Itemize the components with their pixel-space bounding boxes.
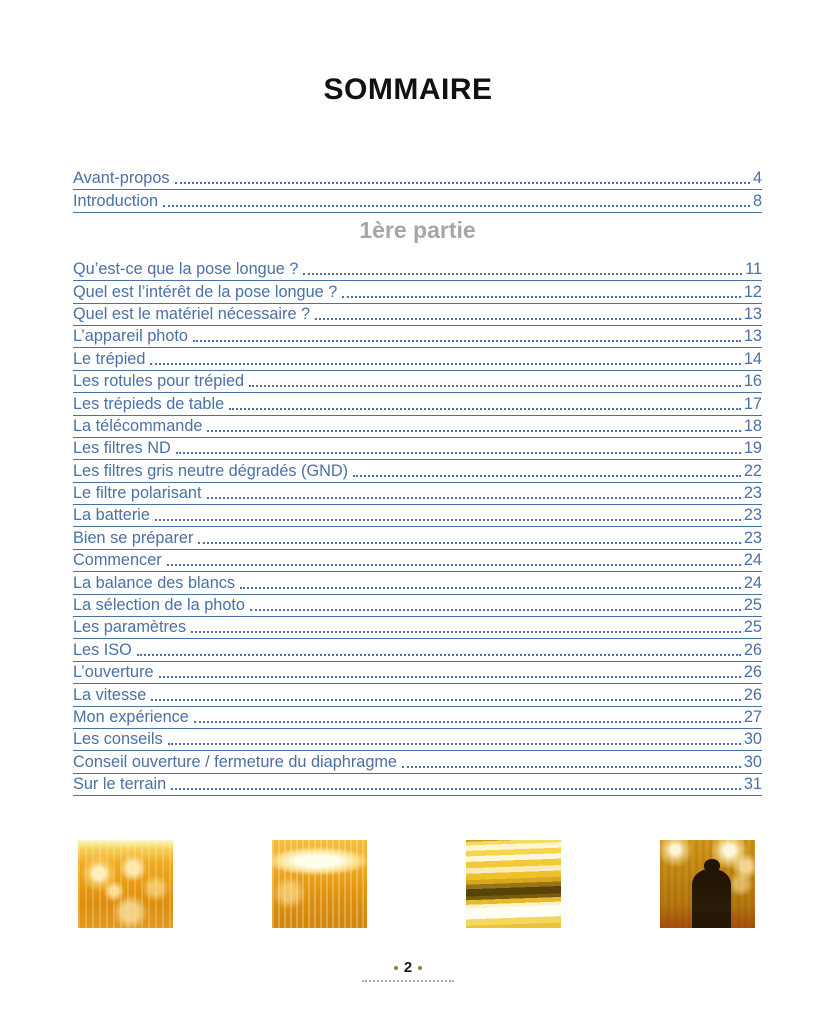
toc-entry[interactable] <box>73 617 762 639</box>
toc-dot-leader-icon <box>194 721 741 723</box>
page-title: SOMMAIRE <box>323 73 493 106</box>
toc-entry-page: 13 <box>743 304 762 323</box>
toc-entry-label: Les rotules pour trépied <box>73 372 245 391</box>
toc-dot-leader-icon <box>240 587 741 589</box>
toc-entry[interactable] <box>73 348 762 370</box>
toc-dot-leader-icon <box>171 788 741 790</box>
toc-entry-page: 17 <box>743 394 762 413</box>
toc-entry-page: 25 <box>743 618 762 637</box>
toc-entry-label: La balance des blancs <box>73 573 236 592</box>
toc-entry[interactable] <box>73 572 762 594</box>
toc-entry[interactable] <box>73 774 762 796</box>
photo-thumbnail-row <box>78 840 755 928</box>
toc-dot-leader-icon <box>159 676 741 678</box>
toc-entry[interactable] <box>73 371 762 393</box>
toc-entry-label: Le filtre polarisant <box>73 484 202 503</box>
toc-dot-leader-icon <box>167 564 741 566</box>
toc-dot-leader-icon <box>155 519 741 521</box>
toc-entry[interactable] <box>73 707 762 729</box>
toc-entry[interactable] <box>73 460 762 482</box>
toc-entry-page: 23 <box>743 506 762 525</box>
toc-dot-leader-icon <box>315 318 741 320</box>
toc-entry-page: 26 <box>743 640 762 659</box>
toc-dot-leader-icon <box>175 182 750 184</box>
toc-entry-page: 30 <box>743 752 762 771</box>
toc-entry-label: L’ouverture <box>73 663 154 682</box>
toc-entry-label: Les paramètres <box>73 618 187 637</box>
toc-entry[interactable] <box>73 595 762 617</box>
toc-dot-leader-icon <box>342 296 741 298</box>
toc-entry-label: L’appareil photo <box>73 327 188 346</box>
footer-dot-right-icon <box>418 966 422 970</box>
toc-entry-page: 26 <box>743 663 762 682</box>
toc-entry-label: Qu’est-ce que la pose longue ? <box>73 260 299 279</box>
toc-entry-page: 4 <box>752 169 762 188</box>
toc-entry-label: Quel est le matériel nécessaire ? <box>73 304 311 323</box>
toc-entry-label: Les filtres ND <box>73 439 171 458</box>
toc-entry[interactable] <box>73 416 762 438</box>
toc-entry[interactable] <box>73 751 762 773</box>
toc-entry[interactable] <box>73 550 762 572</box>
toc-entry-label: Quel est l’intérêt de la pose longue ? <box>73 282 338 301</box>
toc-dot-leader-icon <box>176 452 741 454</box>
toc-entry-label: Bien se préparer <box>73 528 194 547</box>
toc-dot-leader-icon <box>163 205 750 207</box>
toc-dot-leader-icon <box>229 408 741 410</box>
toc-entry-page: 24 <box>743 551 762 570</box>
toc-entry[interactable] <box>73 483 762 505</box>
toc-entry-label: Les conseils <box>73 730 163 749</box>
section-header: 1ère partie <box>359 216 476 243</box>
toc-dot-leader-icon <box>207 430 740 432</box>
photo-carousel-closeup <box>78 840 173 928</box>
toc-entry-page: 16 <box>743 372 762 391</box>
toc-entry-page: 24 <box>743 573 762 592</box>
toc-entry-page: 27 <box>743 707 762 726</box>
page-number: 2 <box>403 959 413 977</box>
toc-entry-label: Sur le terrain <box>73 775 167 794</box>
toc-entry-page: 31 <box>743 775 762 794</box>
photo-golden-light-streaks <box>466 840 561 928</box>
toc-entry[interactable] <box>73 168 762 190</box>
toc-dot-leader-icon <box>168 743 741 745</box>
toc-entry-label: Introduction <box>73 191 159 210</box>
toc-entry-label: La vitesse <box>73 685 147 704</box>
toc-dot-leader-icon <box>353 475 741 477</box>
page-number-row <box>388 959 428 977</box>
toc-dot-leader-icon <box>150 363 740 365</box>
footer-dotted-rule <box>362 980 454 982</box>
toc-dot-leader-icon <box>250 609 741 611</box>
toc-dot-leader-icon <box>193 340 741 342</box>
toc-entry[interactable] <box>73 326 762 348</box>
toc-dot-leader-icon <box>137 654 741 656</box>
toc-entry-page: 18 <box>743 416 762 435</box>
toc-dot-leader-icon <box>249 385 741 387</box>
toc-entry-label: Avant-propos <box>73 169 170 188</box>
toc-entry-page: 23 <box>743 484 762 503</box>
toc-entry[interactable] <box>73 438 762 460</box>
toc-entry-page: 14 <box>743 349 762 368</box>
toc-entry-page: 8 <box>752 191 762 210</box>
photo-carousel-hall <box>272 840 367 928</box>
toc-entry-label: La batterie <box>73 506 150 525</box>
toc-entry[interactable] <box>73 639 762 661</box>
toc-entry-label: Commencer <box>73 551 162 570</box>
toc-entry-page: 23 <box>743 528 762 547</box>
toc-entry[interactable] <box>73 281 762 303</box>
photo-person-silhouette <box>660 840 755 928</box>
toc-entry-page: 13 <box>743 327 762 346</box>
toc-entry-label: La télécommande <box>73 416 203 435</box>
toc-entry-label: La sélection de la photo <box>73 596 245 615</box>
toc-entry-page: 22 <box>743 461 762 480</box>
toc-entry-label: Les ISO <box>73 640 132 659</box>
toc-main-list <box>73 259 762 796</box>
toc-entry[interactable] <box>73 190 762 212</box>
toc-entry[interactable] <box>73 527 762 549</box>
toc-entry-page: 19 <box>743 439 762 458</box>
toc-entry-page: 12 <box>743 282 762 301</box>
toc-dot-leader-icon <box>151 699 741 701</box>
toc-entry[interactable] <box>73 259 762 281</box>
toc-entry[interactable] <box>73 505 762 527</box>
toc-entry[interactable] <box>73 729 762 751</box>
page-footer <box>0 959 816 982</box>
toc-entry[interactable] <box>73 662 762 684</box>
toc-front-list <box>73 168 762 213</box>
toc-entry[interactable] <box>73 684 762 706</box>
toc-entry-page: 25 <box>743 596 762 615</box>
footer-dot-left-icon <box>394 966 398 970</box>
toc-entry-page: 30 <box>743 730 762 749</box>
toc-entry-page: 11 <box>745 260 762 279</box>
toc-entry-label: Le trépied <box>73 349 146 368</box>
toc-dot-leader-icon <box>303 273 742 275</box>
toc-entry[interactable] <box>73 304 762 326</box>
toc-dot-leader-icon <box>191 631 741 633</box>
toc-entry[interactable] <box>73 393 762 415</box>
toc-entry-label: Mon expérience <box>73 707 189 726</box>
toc-dot-leader-icon <box>207 497 741 499</box>
toc-dot-leader-icon <box>198 542 741 544</box>
toc-dot-leader-icon <box>402 766 741 768</box>
toc-entry-label: Les trépieds de table <box>73 394 225 413</box>
toc-entry-page: 26 <box>743 685 762 704</box>
toc-entry-label: Les filtres gris neutre dégradés (GND) <box>73 461 349 480</box>
toc-entry-label: Conseil ouverture / fermeture du diaphragme <box>73 752 397 771</box>
